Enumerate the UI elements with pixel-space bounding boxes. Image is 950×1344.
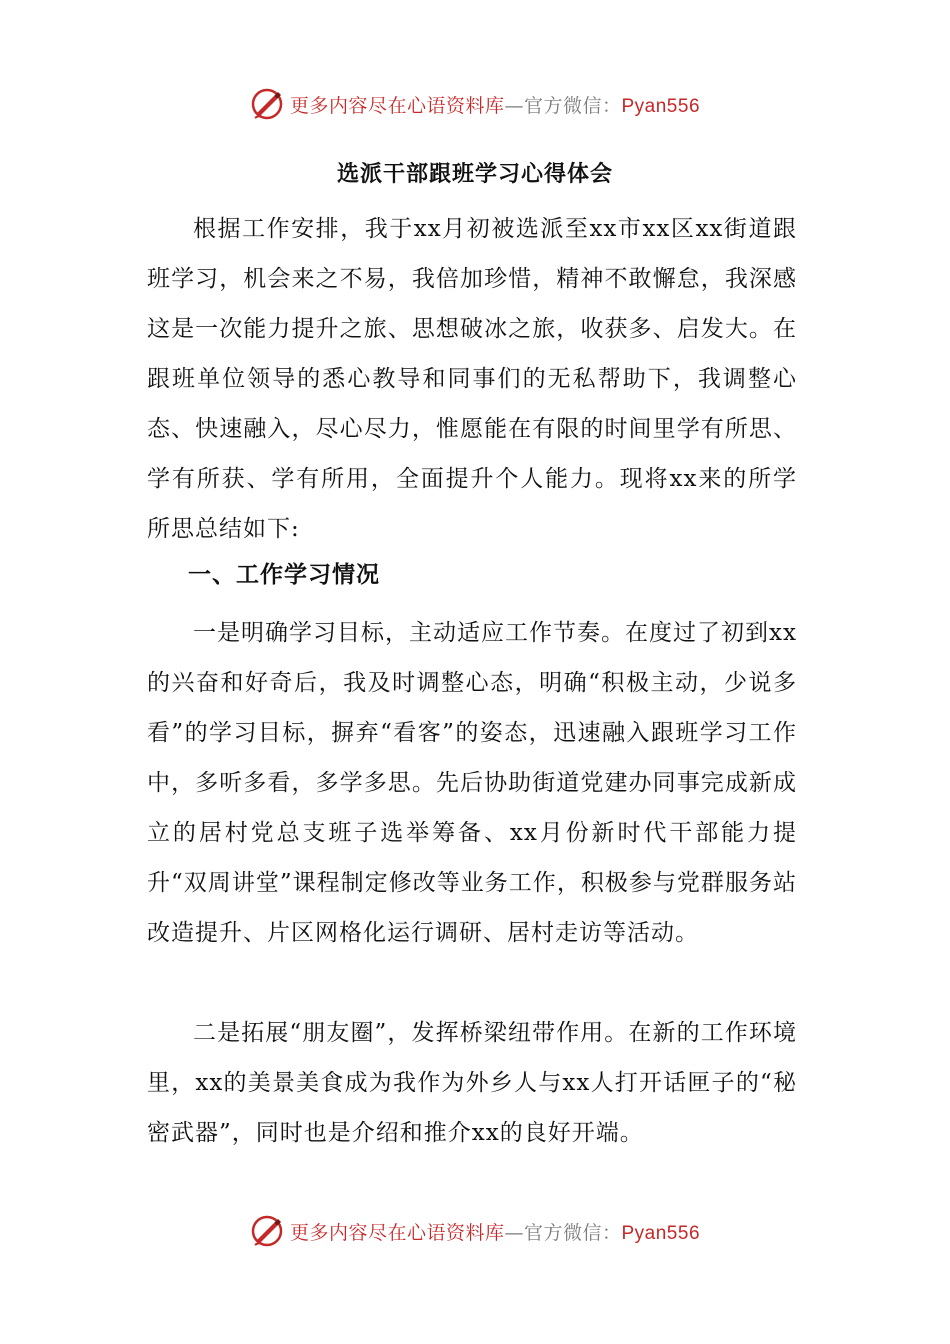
banner-wechat-id: Pyan556 (621, 95, 701, 117)
banner-main-text: 更多内容尽在心语资料库 (289, 94, 505, 117)
banner-wechat-id: Pyan556 (621, 1222, 701, 1244)
banner-sub-text: 官方微信： (523, 1221, 622, 1244)
paragraph-friends: 二是拓展“朋友圈”，发挥桥梁纽带作用。在新的工作环境里，xx的美景美食成为我作为外乡人与xx人打开话匣子的“秘密武器”，同时也是介绍和推介xx的良好开端。 (147, 1020, 797, 1146)
banner-text (290, 1218, 700, 1245)
document-title: 选派干部跟班学习心得体会 (336, 162, 613, 187)
banner-main-text: 更多内容尽在心语资料库 (289, 1221, 505, 1244)
banner-sub-text: 官方微信： (523, 94, 622, 117)
banner-dash: — (504, 94, 524, 117)
paragraph-goal: 一是明确学习目标，主动适应工作节奏。在度过了初到xx的兴奋和好奇后，我及时调整心态，明确“积极主动，少说多看”的学习目标，摒弃“看客”的姿态，迅速融入跟班学习工作中，多听多看，多学多思。先后协助街道党建办同事完成新成立的居村党总支班子选举筹备、xx月份新时代干部能力提升“双周讲堂”课程制定修改等业务工作，积极参与党群服务站改造提升、片区网格化运行调研、居村走访等活动。 (147, 620, 797, 946)
pen-logo-icon (250, 87, 284, 121)
section-heading-1: 一、工作学习情况 (188, 562, 380, 588)
banner-dash: — (504, 1221, 524, 1244)
header-banner (0, 84, 950, 124)
footer-banner (0, 1211, 950, 1251)
paragraph-intro: 根据工作安排，我于xx月初被选派至xx市xx区xx街道跟班学习，机会来之不易，我倍加珍惜，精神不敢懈怠，我深感这是一次能力提升之旅、思想破冰之旅，收获多、启发大。在跟班单位领导的悉心教导和同事们的无私帮助下，我调整心态、快速融入，尽心尽力，惟愿能在有限的时间里学有所思、学有所获、学有所用，全面提升个人能力。现将xx来的所学所思总结如下: (147, 216, 797, 542)
pen-logo-icon (250, 1214, 284, 1248)
banner-text (290, 91, 700, 118)
